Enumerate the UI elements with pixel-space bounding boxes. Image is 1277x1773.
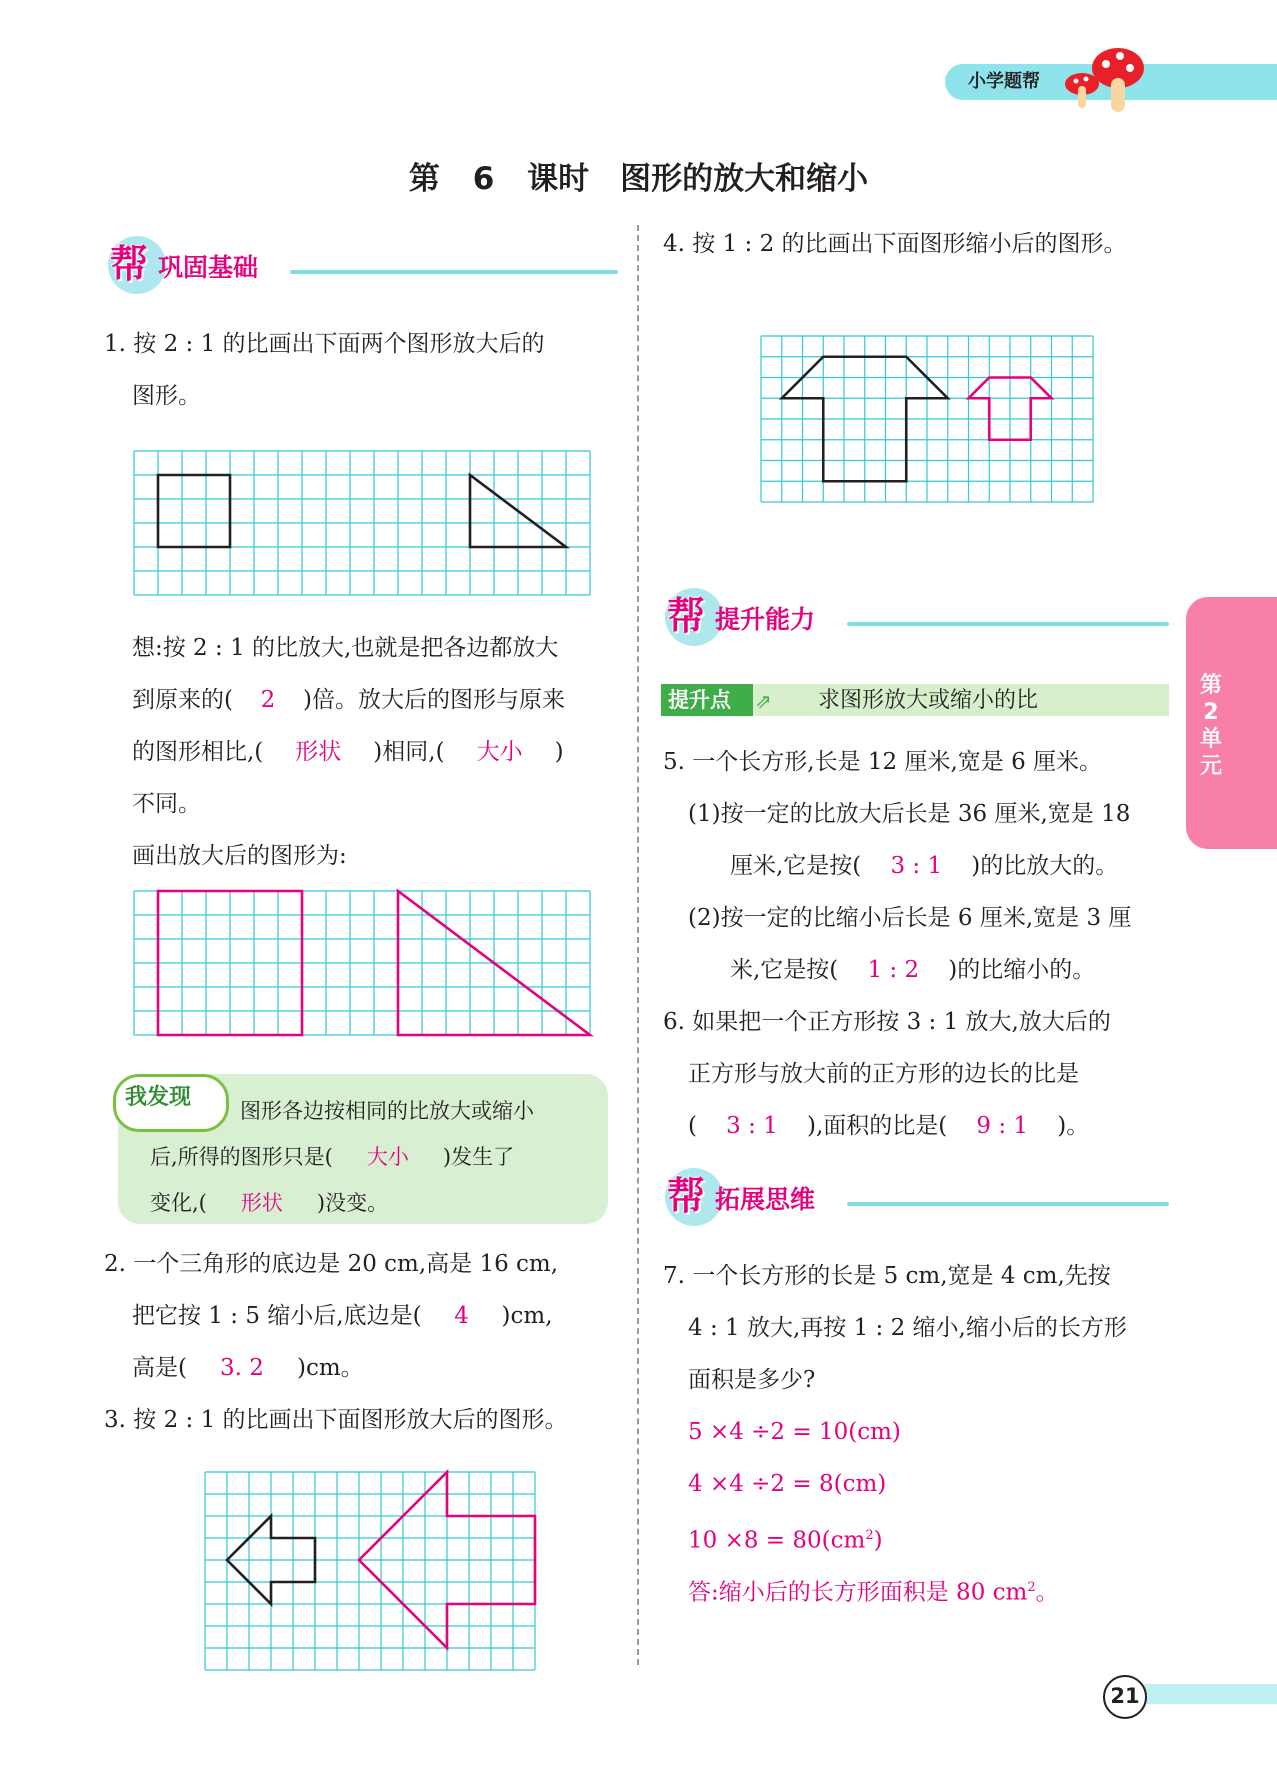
q7-text: 答:缩小后的长方形面积是 80 cm (688, 1579, 1028, 1606)
q4-grid (761, 336, 1093, 502)
q2-text: 把它按 1 : 5 缩小后,底边是( (132, 1303, 422, 1329)
q6-line2: 正方形与放大前的正方形的边长的比是 (688, 1061, 1079, 1087)
q1-think-text: ) (554, 739, 564, 765)
tisheng-arrow-icon: ⇗ (755, 689, 772, 713)
q5-p2-line2 (730, 944, 1095, 996)
q7-line2: 4 : 1 放大,再按 1 : 2 缩小,缩小后的长方形 (688, 1315, 1127, 1341)
discover-text: 变化,( (150, 1191, 207, 1215)
q5-line1: 5. 一个长方形,长是 12 厘米,宽是 6 厘米。 (663, 749, 1103, 775)
q1-think-text: 到原来的( (132, 687, 233, 713)
q1-think-text: )相同,( (373, 739, 445, 765)
discover-line3 (150, 1180, 388, 1226)
q7-superscript: 2 (865, 1528, 874, 1543)
q1-think-line2 (132, 674, 565, 726)
grid-lines (134, 891, 590, 1035)
q6-line3 (688, 1100, 1089, 1152)
q2-line1: 2. 一个三角形的底边是 20 cm,高是 16 cm, (104, 1251, 559, 1277)
discover-line2 (150, 1134, 514, 1180)
q2-text: 高是( (132, 1355, 187, 1381)
q2-answer-base: 4 (454, 1303, 469, 1329)
column-divider (637, 225, 639, 1665)
section-bang-glyph: 帮 (667, 594, 706, 638)
section-bang-glyph: 帮 (667, 1174, 706, 1218)
q1-draw-label: 画出放大后的图形为: (132, 843, 347, 869)
q1-original-grid (134, 451, 590, 595)
q1-answer-shape: 形状 (295, 739, 342, 765)
section-basic (108, 236, 618, 306)
lesson-title: 第 6 课时 图形的放大和缩小 (408, 161, 869, 197)
section-title: 提升能力 (715, 605, 816, 634)
q5-text: )的比放大的。 (971, 853, 1119, 879)
q7-solution-step2: 4 ×4 ÷2 = 8(cm) (688, 1471, 887, 1497)
q7-text: 。 (1035, 1579, 1059, 1606)
q3-grid (205, 1472, 535, 1670)
q7-superscript: 2 (1027, 1580, 1036, 1595)
tisheng-text: 求图形放大或缩小的比 (818, 688, 1039, 713)
discover-answer-shape: 形状 (240, 1191, 283, 1215)
q1-line1: 1. 按 2 : 1 的比画出下面两个图形放大后的 (104, 331, 545, 357)
discover-line1: 图形各边按相同的比放大或缩小 (240, 1099, 534, 1123)
q5-p1-line2 (730, 840, 1118, 892)
q1-think-text: 的图形相比,( (132, 739, 264, 765)
q1-think-line3 (132, 726, 564, 778)
q7-line1: 7. 一个长方形的长是 5 cm,宽是 4 cm,先按 (663, 1263, 1111, 1289)
q5-p1-answer: 3 : 1 (890, 853, 943, 879)
q5-text: 厘米,它是按( (730, 853, 862, 879)
section-extend (665, 1168, 1169, 1238)
mushroom-icon (1062, 44, 1148, 114)
section-improve (665, 588, 1169, 658)
q5-p2-line1: (2)按一定的比缩小后长是 6 厘米,宽是 3 厘 (688, 905, 1132, 931)
discover-answer-size: 大小 (366, 1145, 409, 1169)
unit-tab-label: 第2单元 (1199, 673, 1222, 779)
original-square (158, 475, 230, 547)
brand-label: 小学题帮 (968, 71, 1040, 92)
section-rule (847, 1202, 1169, 1206)
q2-line3 (132, 1342, 364, 1394)
page-number-bar (1135, 1684, 1277, 1704)
section-rule (847, 622, 1169, 626)
q7-line3: 面积是多少? (688, 1367, 816, 1393)
section-title: 巩固基础 (158, 253, 259, 282)
discover-text: )发生了 (442, 1145, 515, 1169)
grid-lines (134, 451, 590, 595)
q7-solution-step3 (688, 1510, 883, 1567)
q3-line1: 3. 按 2 : 1 的比画出下面图形放大后的图形。 (104, 1407, 568, 1433)
q7-solution-step1: 5 ×4 ÷2 = 10(cm) (688, 1419, 901, 1445)
q6-text: )。 (1057, 1113, 1090, 1139)
section-rule (290, 270, 618, 274)
q1-think-line4: 不同。 (132, 791, 201, 817)
q7-text: 10 ×8 = 80(cm (688, 1527, 866, 1554)
q2-text: )cm, (501, 1303, 553, 1329)
tisheng-badge-label: 提升点 (668, 688, 731, 712)
q5-p1-line1: (1)按一定的比放大后长是 36 厘米,宽是 18 (688, 801, 1131, 827)
q5-p2-answer: 1 : 2 (867, 957, 920, 983)
section-bang-glyph: 帮 (110, 242, 149, 286)
discover-text: )没变。 (316, 1191, 389, 1215)
q2-line2 (132, 1290, 553, 1342)
grid-lines (761, 336, 1093, 502)
section-title: 拓展思维 (715, 1185, 816, 1214)
q1-answer-times: 2 (260, 687, 276, 713)
q1-answer-grid (134, 891, 590, 1035)
q6-text: ( (688, 1113, 697, 1139)
q1-line2: 图形。 (132, 383, 201, 409)
q6-line1: 6. 如果把一个正方形按 3 : 1 放大,放大后的 (663, 1009, 1111, 1035)
q2-answer-height: 3. 2 (220, 1355, 264, 1381)
q5-text: )的比缩小的。 (948, 957, 1096, 983)
q6-answer-area: 9 : 1 (976, 1113, 1029, 1139)
q7-answer (688, 1562, 1059, 1619)
q4-line1: 4. 按 1 : 2 的比画出下面图形缩小后的图形。 (663, 231, 1127, 257)
q6-text: ),面积的比是( (806, 1113, 948, 1139)
discover-badge-label: 我发现 (125, 1085, 192, 1110)
q6-answer-side: 3 : 1 (726, 1113, 778, 1139)
q1-think-line1: 想:按 2 : 1 的比放大,也就是把各边都放大 (132, 635, 559, 661)
q1-think-text: )倍。放大后的图形与原来 (302, 687, 565, 713)
q2-text: )cm。 (296, 1355, 364, 1381)
q1-answer-size: 大小 (476, 739, 523, 765)
discover-text: 后,所得的图形只是( (150, 1145, 333, 1169)
q5-text: 米,它是按( (730, 957, 839, 983)
page-number: 21 (1110, 1684, 1140, 1708)
q7-text: ) (873, 1527, 883, 1554)
